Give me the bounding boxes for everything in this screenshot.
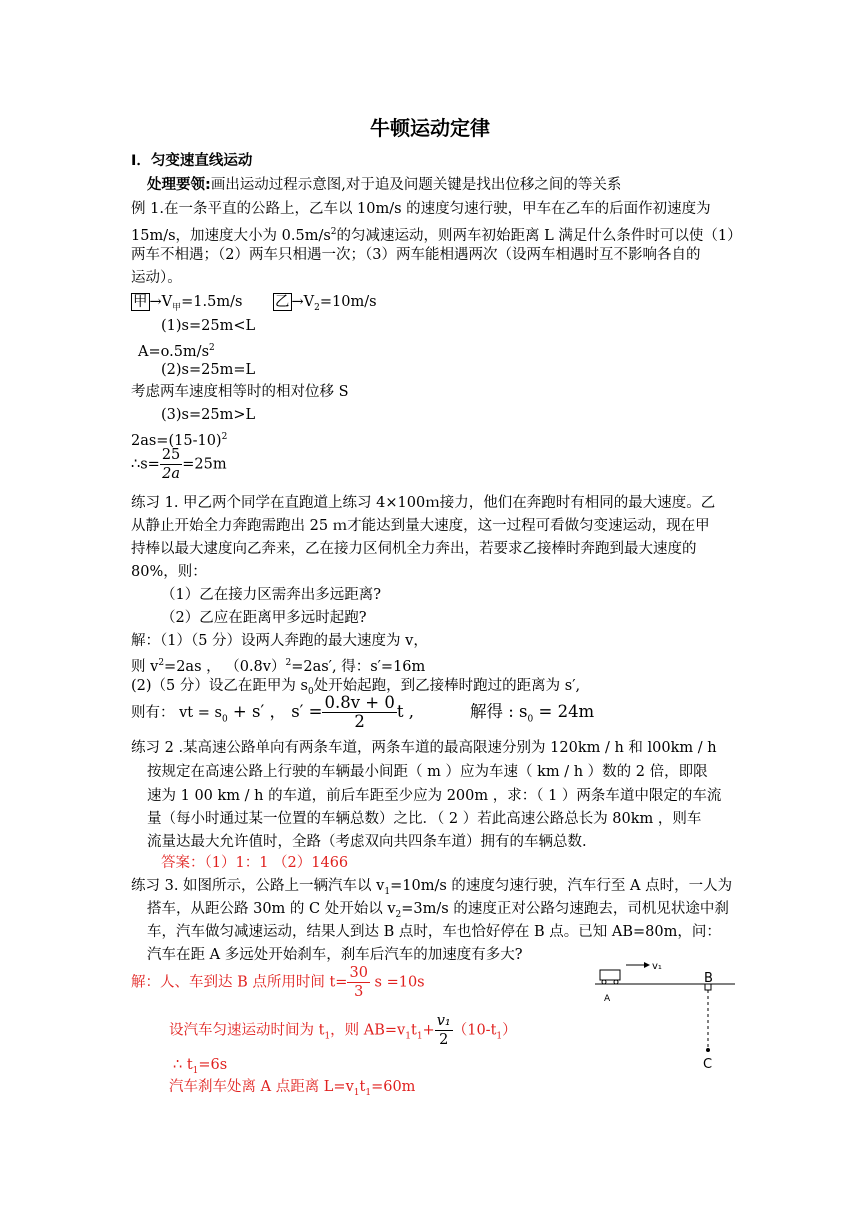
point-C-marker (706, 1048, 710, 1052)
p1-line4: 80%，则： (131, 564, 207, 580)
p3-solution2: 设汽车匀速运动时间为 $t_1$，则 $AB=v_1t_1+$ $\frac{\text{v₁}}{2}$ $(10-t_1)$ (169, 1013, 517, 1048)
p2-line4: 量（每小时通过某一位置的车辆总数）之比．（ 2 ）若此高速公路总长为 80km ，则车 (147, 811, 702, 827)
ex1-equation: $2as=(15-10)^2$ (131, 432, 228, 449)
section-heading: I．匀变速直线运动 (131, 153, 253, 169)
car-yi-velocity: 乙 $\to V_2=10m/s$ (275, 294, 377, 313)
result-fraction: $\frac{25}{2a}$ (161, 447, 181, 482)
velocity-label: v₁ (652, 961, 662, 972)
method-label: 处理要领: (147, 177, 211, 193)
p1-solution2: 则 $v^2=2as$ ， $(0.8v)^2=2as'$, 得：s′=16m (131, 658, 426, 675)
p3-v-fraction: $\frac{\text{v₁}}{2}$ (436, 1013, 451, 1048)
ex1-case2: (2)s=25m=L (161, 362, 256, 378)
p1-line3: 持棒以最大逮度向乙奔来，乙在接力区伺机全力奔出，若要求乙接棒时奔跑到最大速度的 (131, 541, 697, 557)
ex1-result: ∴s= $\frac{25}{2a}$ =25m (131, 447, 227, 482)
p3-line2: 搭车，从距公路 30m 的 C 处开始以 $v_2=3m/s$ 的速度正对公路匀速跑去，司机见状途中刹 (147, 901, 729, 920)
p3-line4: 汽车在距 A 多远处开始刹车，刹车后汽车的加速度有多大? (147, 947, 523, 963)
p2-line3: 速为 1 00 km / h 的车道，前后车距至少应为 200m ，求：（ 1 ）两条车道中限定的车流 (147, 788, 722, 804)
p1-fraction: $\frac{0.8v + 0}{2}$ (324, 693, 395, 731)
method-text: 画出运动过程示意图,对于追及问题关键是找出位移之间的等关系 (210, 177, 622, 193)
p3-solution3: ∴ $t_1=6s$ (173, 1057, 228, 1076)
p1-line1: 练习 1. 甲乙两个同学在直跑道上练习 4×100ｍ接力，他们在奔跑时有相同的最大速度。乙 (131, 495, 716, 511)
p2-line1: 练习 2 .某高速公路单向有两条车道，两条车道的最高限速分别为 120km / h 和 l00km / h (131, 740, 717, 756)
velocity-arrow-icon (626, 962, 650, 968)
p2-line5: 流量达最大允许值时，全路（考虑双向共四条车道）拥有的车辆总数. (147, 834, 587, 850)
car-icon (600, 970, 620, 984)
point-B-label: B (704, 971, 713, 986)
p2-answer: 答案：（1）1：1 （2）1466 (161, 855, 349, 871)
car-jia-box: 甲 (133, 294, 148, 310)
p1-solution4: 则有： vt = $s_0 + s'$ ， s′ = $\frac{0.8v + 0}{2}$ t , 解得 : $s_0 = 24m$ (131, 693, 595, 731)
ex1-case3: (3)s=25m>L (161, 407, 256, 423)
ex1-line1: 例 1.在一条平直的公路上，乙车以 10m/s 的速度匀速行驶，甲车在乙车的后面作初速度为 (131, 201, 711, 217)
p3-solution1: 解：人、车到达 B 点所用时间 t= $\frac{30}{3}$ s =10s (131, 965, 425, 1000)
method-line (147, 175, 621, 195)
ex1-acceleration: $A=o.5m/s^2$ (138, 343, 215, 360)
p3-time-fraction: $\frac{30}{3}$ (349, 965, 368, 1000)
ex1-line2: 15m/s，加速度大小为 $0.5m/s^2$的匀减速运动，则两车初始距离 L 满足什么条件时可以使（1） (131, 227, 742, 244)
p1-line2: 从静止开始全力奔跑需跑出 25 ｍ才能达到量大速度，这一过程可看做匀变速运动，现在甲 (131, 518, 710, 534)
page-title: 牛顿运动定律 (370, 116, 490, 140)
road-figure (590, 955, 750, 1075)
ex1-case1: (1)s=25m<L (161, 318, 256, 334)
ex1-line4: 运动）。 (131, 270, 182, 286)
p1-solution1: 解：（1）（5 分）设两人奔跑的最大速度为 v， (131, 633, 428, 649)
point-C-label: C (703, 1057, 713, 1072)
p1-question1: （1）乙在接力区需奔出多远距离? (161, 587, 381, 603)
p3-line1: 练习 3. 如图所示，公路上一辆汽车以 $v_1=10m/s$ 的速度匀速行驶，汽车行至 A 点时，一人为 (131, 878, 733, 897)
car-yi-box: 乙 (275, 294, 290, 310)
p2-line2: 按规定在高速公路上行驶的车辆最小间距（ m ）应为车速（ km / h ）数的 2 倍，即限 (147, 764, 708, 780)
p1-question2: （2）乙应在距离甲多远时起跑? (161, 610, 367, 626)
car-jia-velocity: 甲 $\to V_甲=1.5m/s$ (133, 294, 243, 313)
p3-solution4: 汽车刹车处离 A 点距离 $L=v_1t_1=60m$ (169, 1079, 416, 1098)
p1-solution3: (2)（5 分）设乙在距甲为 $s_0$处开始起跑，到乙接棒时跑过的距离为 s′, (131, 678, 581, 697)
point-A-label: A (604, 994, 611, 1004)
ex1-line3: 两车不相遇；（2）两车只相遇一次；（3）两车能相遇两次（设两车相遇时互不影响各自的 (131, 247, 701, 263)
p3-line3: 车，汽车做匀减速运动，结果人到达 B 点时，车也恰好停在 B 点。已知 AB=80m，问： (147, 924, 721, 940)
ex1-consider: 考虑两车速度相等时的相对位移 S (131, 384, 349, 400)
